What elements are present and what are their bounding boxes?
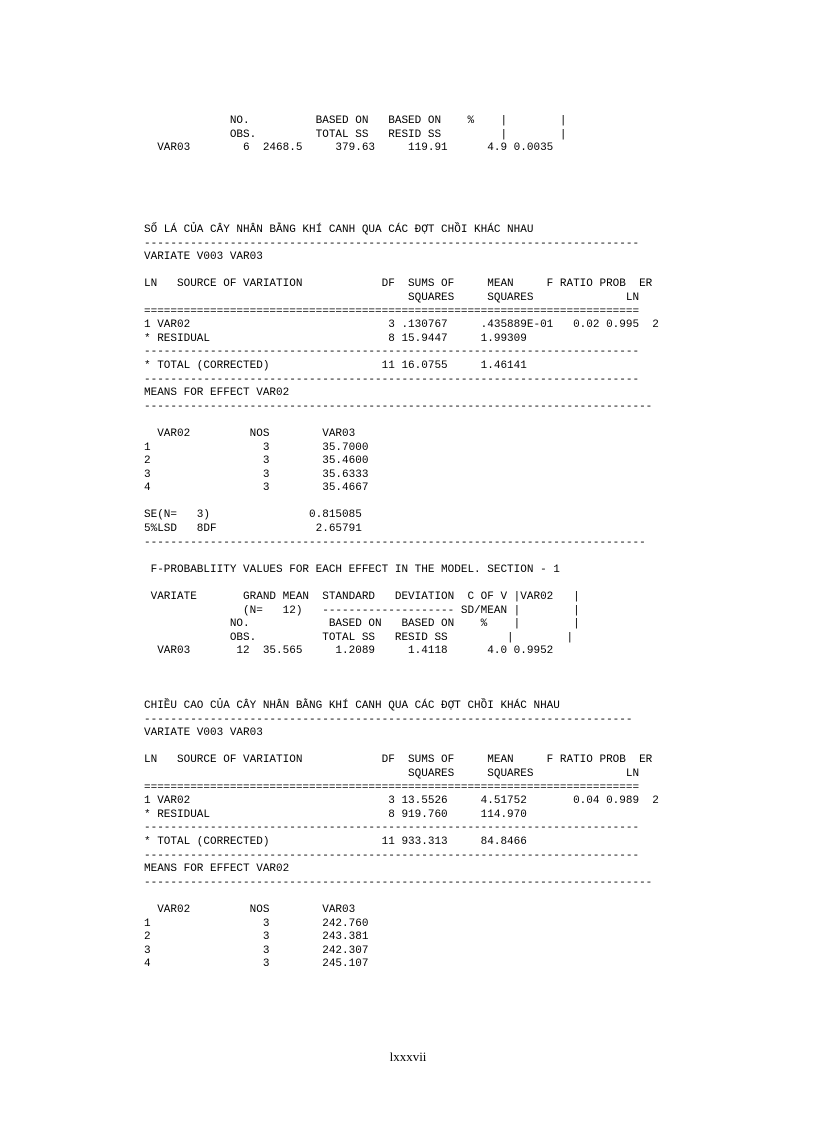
output-line (144, 577, 659, 591)
output-line: SQUARES SQUARES LN (144, 767, 640, 780)
output-line: ----------------------------------------------------------------------------- (144, 876, 653, 889)
output-line: * TOTAL (CORRECTED) 11 933.313 84.8466 (144, 835, 527, 848)
output-line: --------------------------------------------------------------------------- (144, 346, 640, 359)
output-line: F-PROBABLIITY VALUES FOR EACH EFFECT IN THE MODEL. SECTION - 1 (144, 563, 560, 576)
output-line: --------------------------------------------------------------------------- (144, 373, 640, 386)
output-line (144, 496, 659, 510)
output-line: OBS. TOTAL SS RESID SS | | (144, 631, 574, 644)
output-line: SQUARES SQUARES LN (144, 291, 640, 304)
output-line: (N= 12) -------------------- SD/MEAN | | (144, 604, 580, 617)
output-line: 4 3 35.4667 (144, 482, 369, 495)
output-line: * TOTAL (CORRECTED) 11 16.0755 1.46141 (144, 359, 527, 372)
output-line: 1 3 35.7000 (144, 441, 369, 454)
output-line: =========================================================================== (144, 305, 640, 318)
output-line: VARIATE V003 VAR03 (144, 251, 263, 264)
output-line: VAR03 6 2468.5 379.63 119.91 4.9 0.0035 (144, 142, 554, 155)
output-line: VAR02 NOS VAR03 (144, 903, 356, 916)
section-title: CHIỀU CAO CỦA CÂY NHÂN BẰNG KHÍ CANH QUA CÁC ĐỢT CHỒI KHÁC NHAU (144, 700, 560, 712)
output-line: VAR02 NOS VAR03 (144, 427, 356, 440)
output-line: 1 VAR02 3 .130767 .435889E-01 0.02 0.995 2 (144, 319, 659, 332)
output-line (144, 741, 659, 755)
output-line: NO. BASED ON BASED ON % | | (144, 115, 567, 127)
output-line: VARIATE GRAND MEAN STANDARD DEVIATION C OF V |VAR02 | (144, 591, 580, 604)
section-title: SỐ LÁ CỦA CÂY NHÂN BẰNG KHÍ CANH QUA CÁC ĐỢT CHỒI KHÁC NHAU (144, 224, 534, 236)
output-line: 2 3 35.4600 (144, 455, 369, 468)
output-line: --------------------------------------------------------------------------- (144, 237, 640, 250)
output-line: ----------------------------------------------------------------------------- (144, 400, 653, 413)
output-line: MEANS FOR EFFECT VAR02 (144, 387, 290, 400)
output-line: --------------------------------------------------------------------------- (144, 822, 640, 835)
output-line: 2 3 243.381 (144, 931, 369, 944)
page-number: lxxxvii (389, 1049, 427, 1064)
output-line: MEANS FOR EFFECT VAR02 (144, 863, 290, 876)
output-line: 1 VAR02 3 13.5526 4.51752 0.04 0.989 2 (144, 795, 659, 808)
output-line: * RESIDUAL 8 919.760 114.970 (144, 808, 527, 821)
output-line (144, 890, 659, 904)
output-line: * RESIDUAL 8 15.9447 1.99309 (144, 332, 527, 345)
output-line: --------------------------------------------------------------------------- (144, 849, 640, 862)
output-line: SE(N= 3) 0.815085 (144, 509, 362, 522)
stats-block-top (144, 115, 566, 156)
anova-output (144, 238, 659, 659)
output-line: NO. BASED ON BASED ON % | | (144, 618, 580, 631)
output-line (144, 414, 659, 428)
output-line: LN SOURCE OF VARIATION DF SUMS OF MEAN F RATIO PROB ER (144, 278, 653, 291)
output-line: 4 3 245.107 (144, 958, 369, 971)
output-line: OBS. TOTAL SS RESID SS | | (144, 128, 567, 141)
output-line: VARIATE V003 VAR03 (144, 727, 263, 740)
output-line: LN SOURCE OF VARIATION DF SUMS OF MEAN F RATIO PROB ER (144, 754, 653, 767)
output-line: 3 3 35.6333 (144, 468, 369, 481)
output-line (144, 550, 659, 564)
anova-output (144, 714, 659, 972)
output-line: -------------------------------------------------------------------------- (144, 713, 633, 726)
output-line: ---------------------------------------------------------------------------- (144, 536, 646, 549)
output-line: VAR03 12 35.565 1.2089 1.4118 4.0 0.9952 (144, 645, 554, 658)
output-line: 3 3 242.307 (144, 944, 369, 957)
output-line (144, 265, 659, 279)
output-line: =========================================================================== (144, 781, 640, 794)
output-line: 5%LSD 8DF 2.65791 (144, 523, 362, 536)
output-line: 1 3 242.760 (144, 917, 369, 930)
